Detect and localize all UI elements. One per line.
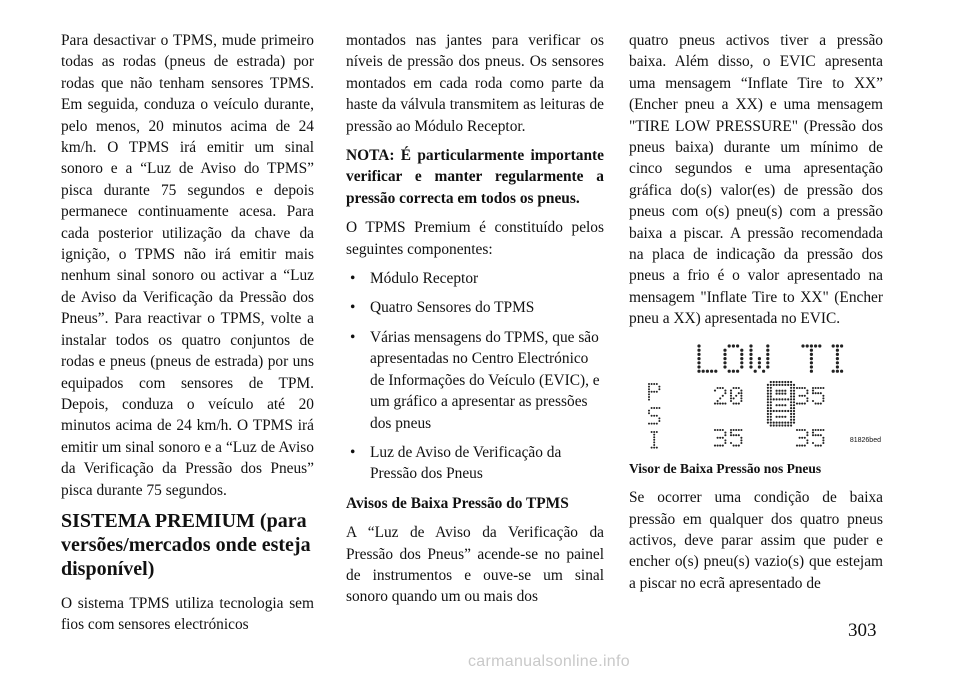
subheading: Avisos de Baixa Pressão do TPMS — [346, 494, 569, 512]
dot-glyph — [648, 383, 660, 401]
section-heading: SISTEMA PREMIUM (para versões/mercados onde esteja disponível) — [61, 509, 311, 580]
paragraph: O sistema TPMS utiliza tecnologia sem fios com sensores electrónicos — [61, 594, 314, 634]
dot-glyph — [730, 429, 743, 447]
dot-glyph — [651, 431, 658, 449]
dot-glyph — [812, 387, 825, 405]
column-2 — [346, 30, 604, 616]
list-item: • Módulo Receptor — [346, 268, 604, 289]
paragraph: quatro pneus activos tiver a pressão baixa. Além disso, o EVIC apresenta uma mensagem “Inflate Tire to XX” (Encher pneu a XX) e uma mensagem "TIRE LOW PRESSURE" (Pressão dos pneus baixa) durante um mínimo de cinco segundos e uma apresentação gráfica do(s) valor(es) de pressão dos pneus com o(s) pneu(s) com a pressão baixa a piscar. A pressão recomendada na placa de indicação da pressão dos pneus a frio é o valor apresentado na mensagem "Inflate Tire to XX" (Encher pneu a XX) apresentada no EVIC. — [629, 32, 883, 328]
list-item: • Várias mensagens do TPMS, que são apresentadas no Centro Electrónico de Informações do Veículo (EVIC), e um gráfico a apresentar as pressões dos pneus — [346, 327, 604, 434]
list-item: • Quatro Sensores do TPMS — [346, 297, 604, 318]
paragraph: O TPMS Premium é constituído pelos seguintes componentes: — [346, 219, 604, 258]
low-tire-display-figure — [629, 338, 883, 458]
dot-glyph — [796, 429, 809, 447]
dot-glyph — [832, 344, 844, 372]
figure-code: 81826bed — [849, 437, 881, 445]
evic-display-graphic — [647, 338, 852, 454]
list-item: • Luz de Aviso de Verificação da Pressão dos Pneus — [346, 442, 604, 485]
vehicle-outline-icon — [767, 381, 795, 427]
paragraph: Para desactivar o TPMS, mude primeiro todas as rodas (pneus de estrada) por rodas que não tenham sensores TPMS. Em seguida, conduza o veículo durante, pelo menos, 20 minutos acima de 24 km/h. O TPMS irá emitir um sinal sonoro e a “Luz de Aviso do TPMS” pisca durante 75 segundos e depois permanece continuamente acesa. Para cada posterior utilização da chave da ignição, o TPMS não irá emitir mais nenhum sinal sonoro ou activar a “Luz de Aviso da Verificação da Pressão dos Pneus”. Para reactivar o TPMS, volte a instalar todos os quatro conjuntos de rodas e pneus (pneus de estrada) por uns equipados com sensores de TPM. Depois, conduza o veículo até 20 minutos acima de 24 km/h. O TPMS irá emitir um sinal sonoro e a “Luz de Aviso da Verificação da Pressão dos Pneus” pisca durante 75 segundos. — [61, 32, 314, 499]
component-list — [346, 268, 604, 485]
paragraph: montados nas jantes para verificar os níveis de pressão dos pneus. Os sensores montados em cada roda como parte da haste da válvula transmitem as leituras de pressão ao Módulo Receptor. — [346, 32, 604, 135]
dot-glyph — [796, 387, 809, 405]
dot-glyph — [723, 344, 743, 372]
note: NOTA: É particularmente importante verificar e manter regularmente a pressão correcta em todos os pneus. — [346, 147, 604, 207]
dot-glyph — [714, 387, 727, 405]
paragraph: A “Luz de Aviso da Verificação da Pressão dos Pneus” acende-se no painel de instrumentos e ouve-se um sinal sonoro quando um ou mais dos — [346, 524, 604, 606]
dot-glyph — [801, 344, 821, 372]
dot-glyph — [749, 344, 769, 372]
dot-glyph — [714, 429, 727, 447]
dot-glyph — [812, 429, 825, 447]
column-1 — [61, 30, 314, 644]
column-3 — [629, 30, 883, 602]
watermark: carmanualsonline.info — [468, 653, 630, 670]
page-number: 303 — [848, 620, 877, 641]
dot-glyph — [730, 387, 743, 405]
dot-glyph — [648, 407, 660, 425]
dot-glyph — [697, 344, 717, 372]
figure-caption: Visor de Baixa Pressão nos Pneus — [629, 460, 822, 476]
paragraph: Se ocorrer uma condição de baixa pressão em qualquer dos quatro pneus activos, deve parar assim que puder e encher o(s) pneu(s) vazio(s) que estejam a piscar no ecrã apresentado de — [629, 489, 883, 592]
